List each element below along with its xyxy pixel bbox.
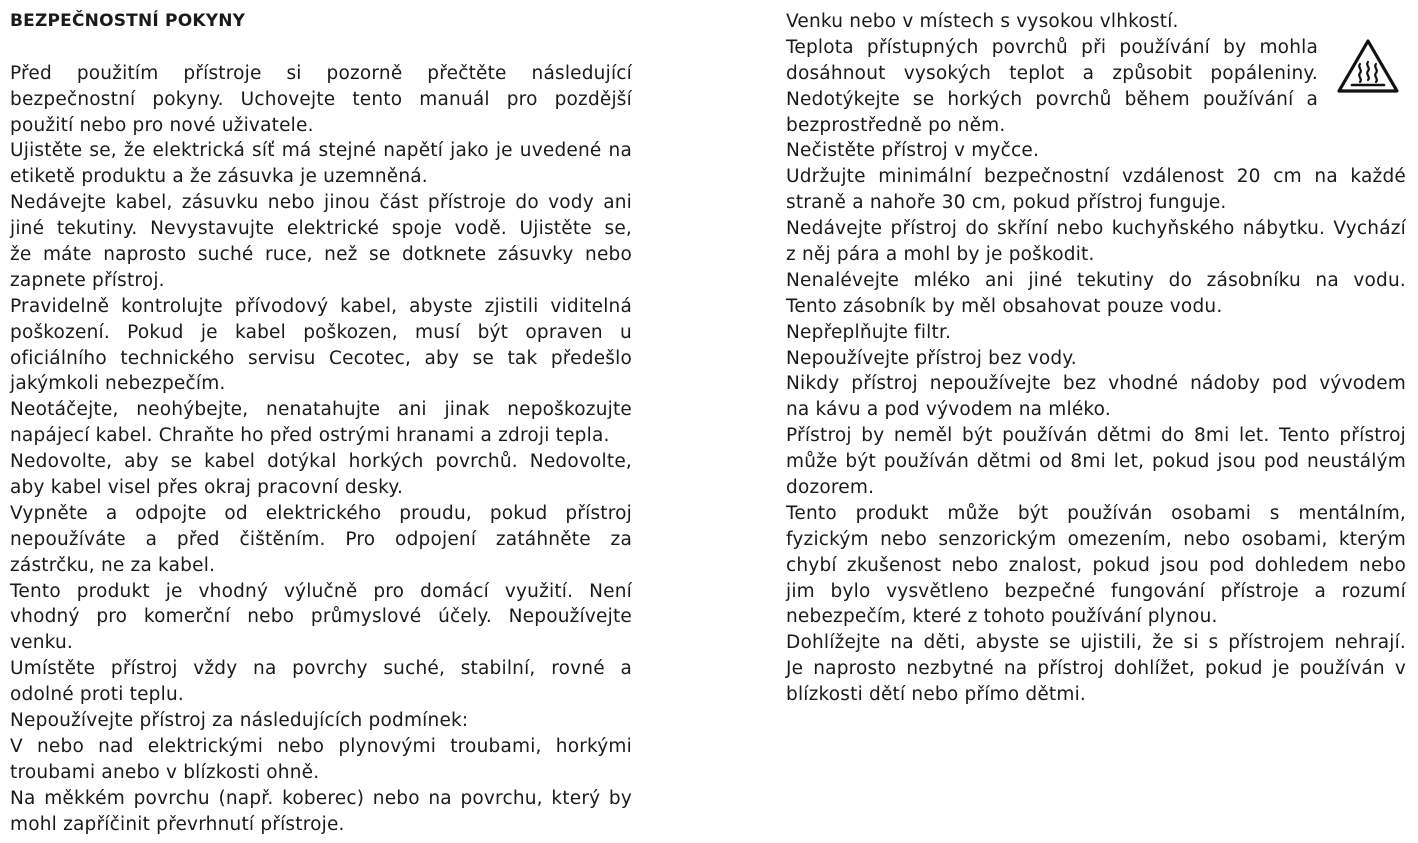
text-line: na kávu a pod vývodem na mléko. [786,399,1111,421]
text-line: troubami anebo v blízkosti ohně. [10,761,320,783]
text-line: mohl zapříčinit převrhnutí přístroje. [10,813,345,835]
text-line: jim bylo vysvětleno bezpečné fungování přístroje a rozumí [786,580,1406,602]
text-line: Tento produkt je vhodný výlučně pro domácí využití. Není [10,580,632,602]
text-line: může být používán dětmi od 8mi let, pokud jsou pod neustálým [786,451,1406,473]
text-line: bezpečnostní pokyny. Uchovejte tento manuál pro pozdější [10,88,632,110]
text-line: Nikdy přístroj nepoužívejte bez vhodné nádoby pod vývodem [786,373,1406,395]
text-line: vhodný pro komerční nebo průmyslové účely. Nepoužívejte [10,606,632,628]
right-text-block [786,9,1406,708]
left-text-block [10,61,632,838]
text-line: Dohlížejte na děti, abyste se ujistili, že si s přístrojem nehrají. [786,632,1406,654]
text-line: aby kabel visel přes okraj pracovní desky. [10,477,404,499]
text-line: Tento zásobník by měl obsahovat pouze vodu. [786,295,1223,317]
text-line: chybí zkušenost nebo znalost, pokud jsou pod dohledem nebo [786,554,1406,576]
text-line: Před použitím přístroje si pozorně přečtěte následující [10,62,632,84]
text-line: V nebo nad elektrickými nebo plynovými troubami, horkými [10,735,632,757]
text-line: jiné tekutiny. Nevystavujte elektrické spoje vodě. Ujistěte se, [10,218,632,240]
text-line: Nečistěte přístroj v myčce. [786,140,1040,162]
text-line: nebezpečím, které z tohoto používání plynou. [786,606,1218,628]
text-line: Nedávejte přístroj do skříní nebo kuchyňského nábytku. Vychází [786,218,1406,240]
text-line: Vypněte a odpojte od elektrického proudu, pokud přístroj [10,502,632,524]
text-line: napájecí kabel. Chraňte ho před ostrými hranami a zdroji tepla. [10,425,610,447]
text-line: Nenalévejte mléko ani jiné tekutiny do zásobníku na vodu. [786,269,1406,291]
text-line: Udržujte minimální bezpečnostní vzdálenost 20 cm na každé [786,166,1406,188]
text-line: nepoužíváte a před čištěním. Pro odpojení zatáhněte za [10,528,632,550]
text-line: jakýmkoli nebezpečím. [10,373,226,395]
text-line: dozorem. [786,477,875,499]
text-line: Nepřeplňujte filtr. [786,321,952,343]
right-column [786,0,1406,708]
text-line: zástrčku, ne za kabel. [10,554,216,576]
text-line: blízkosti dětí nebo přímo dětmi. [786,684,1086,706]
text-line: že máte naprosto suché ruce, než se dotknete zásuvky nebo [10,244,632,266]
text-line: z něj pára a mohl by je poškodit. [786,244,1095,266]
text-line: venku. [10,632,74,654]
text-line: použití nebo pro nové uživatele. [10,114,314,136]
text-line: Nepoužívejte přístroj bez vody. [786,347,1077,369]
text-line: fyzickým nebo senzorickým omezením, nebo osobami, kterým [786,528,1406,550]
text-line: Nepoužívejte přístroj za následujících podmínek: [10,710,469,732]
text-line: Umístěte přístroj vždy na povrchy suché, stabilní, rovné a [10,658,632,680]
text-line: dosáhnout vysokých teplot a způsobit popáleniny. [786,62,1318,84]
text-line: Teplota přístupných povrchů při používání by mohla [786,36,1318,58]
text-line: straně a nahoře 30 cm, pokud přístroj funguje. [786,192,1227,214]
text-line: poškození. Pokud je kabel poškozen, musí být opraven u [10,321,632,343]
text-line: Je naprosto nezbytné na přístroj dohlížet, pokud je používán v [786,658,1406,680]
text-line: Tento produkt může být používán osobami s mentálním, [786,502,1406,524]
text-line: Nedovolte, aby se kabel dotýkal horkých povrchů. Nedovolte, [10,451,632,473]
text-line: Přístroj by neměl být používán dětmi do 8mi let. Tento přístroj [786,425,1406,447]
page-title: BEZPEČNOSTNÍ POKYNY [10,11,246,31]
text-line: Neotáčejte, neohýbejte, nenatahujte ani jinak nepoškozujte [10,399,632,421]
text-line: etiketě produktu a že zásuvka je uzemněná. [10,166,428,188]
hot-surface-warning-icon [1336,38,1400,94]
text-line: odolné proti teplu. [10,684,184,706]
text-line: zapnete přístroj. [10,269,165,291]
text-line: oficiálního technického servisu Cecotec, aby se tak předešlo [10,347,632,369]
left-column [10,0,632,838]
text-line: Na měkkém povrchu (např. koberec) nebo na povrchu, který by [10,787,632,809]
text-line: Venku nebo v místech s vysokou vlhkostí. [786,11,1179,32]
text-line: Nedotýkejte se horkých povrchů během používání a [786,88,1318,110]
text-line: Nedávejte kabel, zásuvku nebo jinou část přístroje do vody ani [10,192,632,214]
text-line: bezprostředně po něm. [786,114,1006,136]
title-spacer [10,35,632,61]
text-line: Ujistěte se, že elektrická síť má stejné napětí jako je uvedené na [10,140,632,162]
text-line: Pravidelně kontrolujte přívodový kabel, abyste zjistili viditelná [10,295,632,317]
